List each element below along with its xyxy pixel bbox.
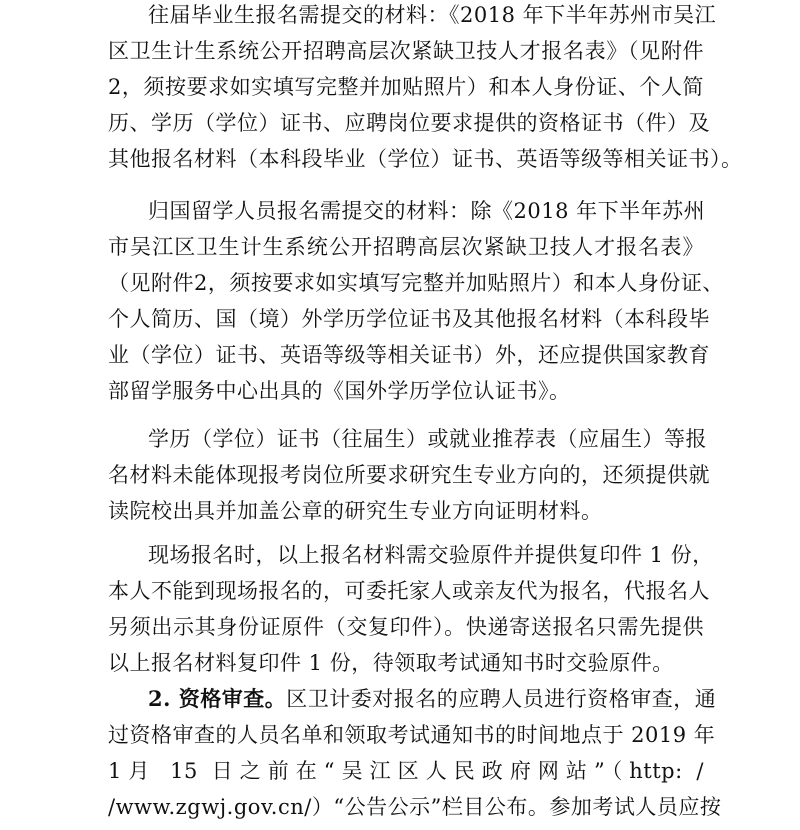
paragraph-4-line-1: 现场报名时，以上报名材料需交验原件并提供复印件 1 份， xyxy=(148,543,714,567)
paragraph-5-line-3: 1月 15 日之前在“吴江区人民政府网站”（http: / xyxy=(108,759,704,783)
paragraph-5-line-4: /www.zgwj.gov.cn/）“公告公示”栏目公布。参加考试人员应按 xyxy=(108,795,722,819)
paragraph-3-line-1: 学历（学位）证书（往届生）或就业推荐表（应届生）等报 xyxy=(148,427,707,451)
paragraph-2-line-5: 业（学位）证书、英语等级等相关证书）外，还应提供国家教育 xyxy=(108,343,710,367)
paragraph-4-line-4: 以上报名材料复印件 1 份，待领取考试通知书时交验原件。 xyxy=(108,651,674,675)
paragraph-5-line-1 xyxy=(108,684,717,714)
paragraph-3-line-2: 名材料未能体现报考岗位所要求研究生专业方向的，还须提供就 xyxy=(108,463,710,487)
paragraph-3-line-3: 读院校出具并加盖公章的研究生专业方向证明材料。 xyxy=(108,499,603,523)
paragraph-1-line-2: 区卫生计生系统公开招聘高层次紧缺卫技人才报名表》（见附件 xyxy=(108,39,704,63)
section-heading: 2. 资格审查。 xyxy=(148,686,287,711)
paragraph-5-line-1-text: 区卫计委对报名的应聘人员进行资格审查，通 xyxy=(286,687,717,711)
paragraph-2-line-4: 个人简历、国（境）外学历学位证书及其他报名材料（本科段毕 xyxy=(108,307,710,331)
paragraph-4-line-3: 另须出示其身份证原件（交复印件）。快递寄送报名只需先提供 xyxy=(108,615,704,639)
paragraph-1-line-3: 2，须按要求如实填写完整并加贴照片）和本人身份证、个人简 xyxy=(108,75,704,99)
paragraph-1-line-4: 历、学历（学位）证书、应聘岗位要求提供的资格证书（件）及 xyxy=(108,111,710,135)
paragraph-2-line-6: 部留学服务中心出具的《国外学历学位认证书》。 xyxy=(108,379,571,403)
paragraph-2-line-1: 归国留学人员报名需提交的材料：除《2018 年下半年苏州 xyxy=(148,199,706,223)
paragraph-2-line-3: （见附件2，须按要求如实填写完整并加贴照片）和本人身份证、 xyxy=(108,271,724,295)
paragraph-1-line-5: 其他报名材料（本科段毕业（学位）证书、英语等级等相关证书）。 xyxy=(108,147,743,171)
paragraph-5-line-2: 过资格审查的人员名单和领取考试通知书的时间地点于 2019 年 xyxy=(108,723,716,747)
paragraph-4-line-2: 本人不能到现场报名的，可委托家人或亲友代为报名，代报名人 xyxy=(108,579,710,603)
paragraph-1-line-1: 往届毕业生报名需提交的材料：《2018 年下半年苏州市吴江 xyxy=(148,3,717,27)
paragraph-2-line-2: 市吴江区卫生计生系统公开招聘高层次紧缺卫技人才报名表》 xyxy=(108,235,704,259)
